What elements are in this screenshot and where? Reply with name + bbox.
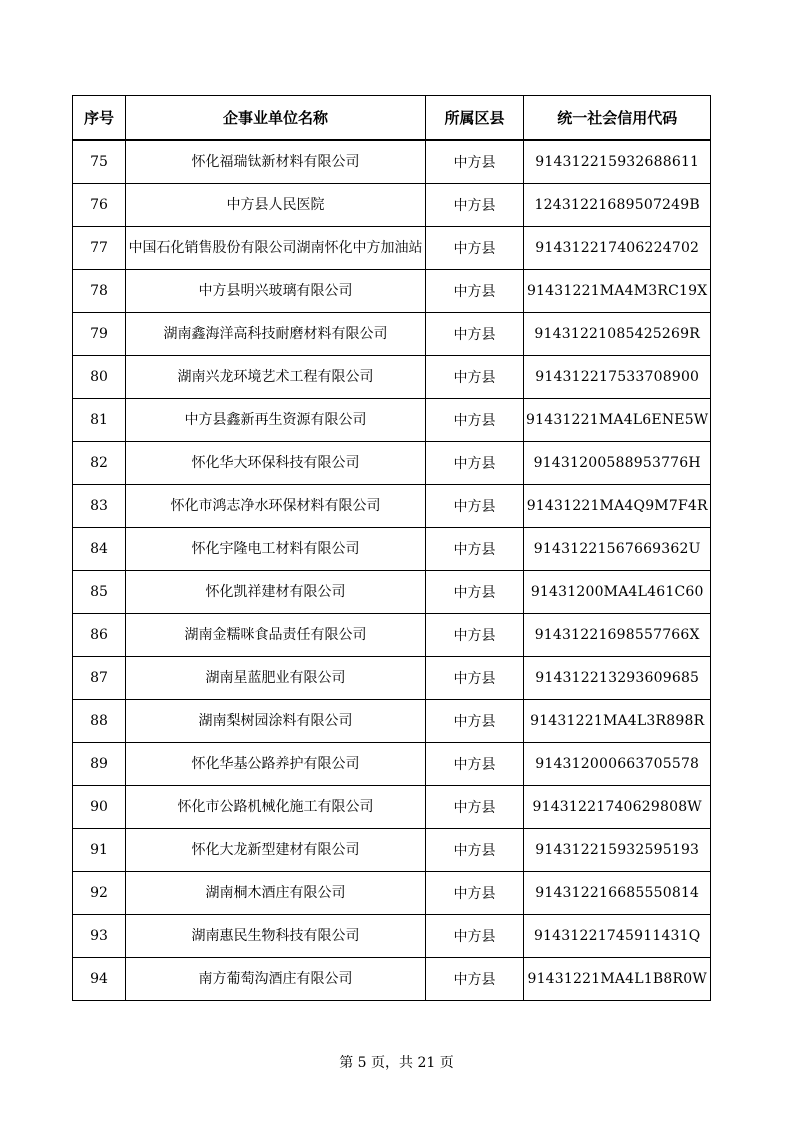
- row-county-cell: 中方县: [426, 958, 524, 1001]
- row-index-cell: 85: [73, 571, 126, 614]
- row-name-cell: 怀化凯祥建材有限公司: [126, 571, 426, 614]
- row-index-cell: 77: [73, 227, 126, 270]
- table-header-row: [73, 96, 711, 141]
- row-name-cell: 湖南鑫海洋高科技耐磨材料有限公司: [126, 313, 426, 356]
- row-code-cell: 91431200588953776H: [524, 442, 711, 485]
- row-index-cell: 79: [73, 313, 126, 356]
- row-index-cell: 81: [73, 399, 126, 442]
- row-county-cell: 中方县: [426, 786, 524, 829]
- row-county-cell: 中方县: [426, 915, 524, 958]
- row-index-cell: 76: [73, 184, 126, 227]
- row-code-cell: 914312217406224702: [524, 227, 711, 270]
- row-name-cell: 中方县人民医院: [126, 184, 426, 227]
- table-row: [73, 743, 711, 786]
- row-name-cell: 中国石化销售股份有限公司湖南怀化中方加油站: [126, 227, 426, 270]
- row-index-cell: 94: [73, 958, 126, 1001]
- table-row: [73, 485, 711, 528]
- row-name-cell: 湖南桐木酒庄有限公司: [126, 872, 426, 915]
- table-row: [73, 313, 711, 356]
- table-row: [73, 356, 711, 399]
- row-code-cell: 91431221698557766X: [524, 614, 711, 657]
- row-name-cell: 湖南梨树园涂料有限公司: [126, 700, 426, 743]
- row-index-cell: 90: [73, 786, 126, 829]
- row-name-cell: 怀化市鸿志净水环保材料有限公司: [126, 485, 426, 528]
- row-county-cell: 中方县: [426, 313, 524, 356]
- row-code-cell: 914312217533708900: [524, 356, 711, 399]
- table-row: [73, 786, 711, 829]
- header-index: 序号: [73, 96, 126, 141]
- row-index-cell: 86: [73, 614, 126, 657]
- row-name-cell: 湖南金糯咪食品责任有限公司: [126, 614, 426, 657]
- row-name-cell: 怀化大龙新型建材有限公司: [126, 829, 426, 872]
- row-code-cell: 91431221MA4L1B8R0W: [524, 958, 711, 1001]
- row-county-cell: 中方县: [426, 442, 524, 485]
- header-county: 所属区县: [426, 96, 524, 141]
- row-index-cell: 89: [73, 743, 126, 786]
- table-row: [73, 571, 711, 614]
- row-name-cell: 怀化宇隆电工材料有限公司: [126, 528, 426, 571]
- row-code-cell: 914312216685550814: [524, 872, 711, 915]
- enterprise-table: [72, 95, 711, 1001]
- row-county-cell: 中方县: [426, 399, 524, 442]
- row-name-cell: 怀化市公路机械化施工有限公司: [126, 786, 426, 829]
- table-row: [73, 528, 711, 571]
- row-county-cell: 中方县: [426, 140, 524, 184]
- row-county-cell: 中方县: [426, 829, 524, 872]
- row-county-cell: 中方县: [426, 184, 524, 227]
- table-row: [73, 872, 711, 915]
- table-row: [73, 958, 711, 1001]
- table-row: [73, 399, 711, 442]
- row-code-cell: 91431221MA4M3RC19X: [524, 270, 711, 313]
- row-index-cell: 91: [73, 829, 126, 872]
- row-code-cell: 91431221567669362U: [524, 528, 711, 571]
- page-footer: 第 5 页，共 21 页: [339, 1055, 454, 1071]
- table-row: [73, 140, 711, 184]
- row-county-cell: 中方县: [426, 571, 524, 614]
- table-row: [73, 270, 711, 313]
- row-name-cell: 怀化福瑞钛新材料有限公司: [126, 140, 426, 184]
- table-row: [73, 657, 711, 700]
- row-index-cell: 78: [73, 270, 126, 313]
- row-county-cell: 中方县: [426, 700, 524, 743]
- row-code-cell: 91431221MA4L3R898R: [524, 700, 711, 743]
- row-code-cell: 914312000663705578: [524, 743, 711, 786]
- row-index-cell: 93: [73, 915, 126, 958]
- table-row: [73, 915, 711, 958]
- row-county-cell: 中方县: [426, 270, 524, 313]
- row-name-cell: 南方葡萄沟酒庄有限公司: [126, 958, 426, 1001]
- row-name-cell: 中方县鑫新再生资源有限公司: [126, 399, 426, 442]
- row-code-cell: 914312213293609685: [524, 657, 711, 700]
- row-code-cell: 91431221745911431Q: [524, 915, 711, 958]
- row-code-cell: 91431221MA4Q9M7F4R: [524, 485, 711, 528]
- row-code-cell: 91431221740629808W: [524, 786, 711, 829]
- row-code-cell: 914312215932595193: [524, 829, 711, 872]
- row-county-cell: 中方县: [426, 614, 524, 657]
- row-county-cell: 中方县: [426, 872, 524, 915]
- row-index-cell: 82: [73, 442, 126, 485]
- row-county-cell: 中方县: [426, 528, 524, 571]
- row-index-cell: 88: [73, 700, 126, 743]
- row-county-cell: 中方县: [426, 657, 524, 700]
- row-index-cell: 75: [73, 140, 126, 184]
- row-index-cell: 87: [73, 657, 126, 700]
- row-county-cell: 中方县: [426, 743, 524, 786]
- row-name-cell: 湖南惠民生物科技有限公司: [126, 915, 426, 958]
- table-row: [73, 829, 711, 872]
- row-name-cell: 湖南兴龙环境艺术工程有限公司: [126, 356, 426, 399]
- header-name: 企事业单位名称: [126, 96, 426, 141]
- row-name-cell: 湖南星蓝肥业有限公司: [126, 657, 426, 700]
- table-row: [73, 614, 711, 657]
- row-name-cell: 怀化华大环保科技有限公司: [126, 442, 426, 485]
- row-code-cell: 91431221085425269R: [524, 313, 711, 356]
- row-index-cell: 83: [73, 485, 126, 528]
- row-code-cell: 91431221MA4L6ENE5W: [524, 399, 711, 442]
- table-body: [73, 140, 711, 1001]
- row-name-cell: 中方县明兴玻璃有限公司: [126, 270, 426, 313]
- row-code-cell: 91431200MA4L461C60: [524, 571, 711, 614]
- table-row: [73, 227, 711, 270]
- table-row: [73, 700, 711, 743]
- row-county-cell: 中方县: [426, 227, 524, 270]
- table-row: [73, 184, 711, 227]
- row-name-cell: 怀化华基公路养护有限公司: [126, 743, 426, 786]
- row-index-cell: 92: [73, 872, 126, 915]
- row-code-cell: 12431221689507249B: [524, 184, 711, 227]
- row-county-cell: 中方县: [426, 485, 524, 528]
- table-row: [73, 442, 711, 485]
- row-index-cell: 80: [73, 356, 126, 399]
- header-code: 统一社会信用代码: [524, 96, 711, 141]
- row-code-cell: 914312215932688611: [524, 140, 711, 184]
- row-index-cell: 84: [73, 528, 126, 571]
- row-county-cell: 中方县: [426, 356, 524, 399]
